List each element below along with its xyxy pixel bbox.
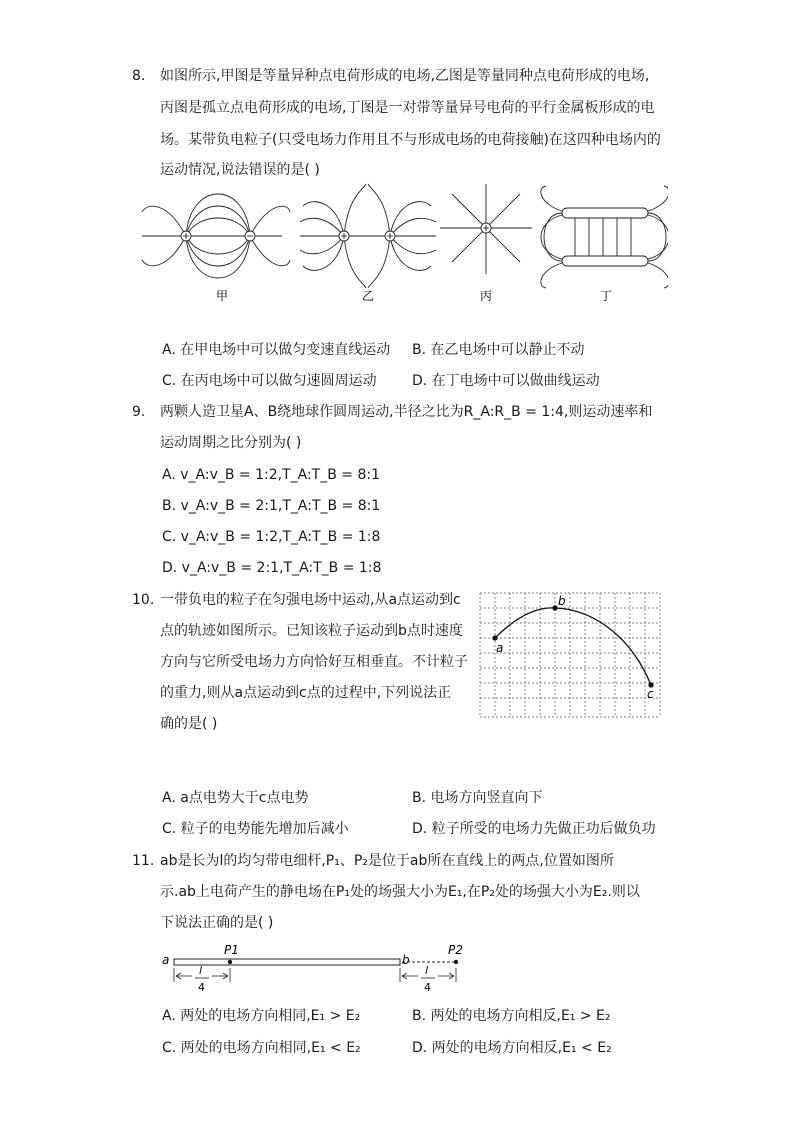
question-number: 9. bbox=[132, 404, 146, 420]
figure-jia bbox=[142, 194, 290, 278]
figure-label: 甲 bbox=[216, 289, 229, 303]
svg-text:b: b bbox=[558, 594, 566, 608]
figure-label: 丙 bbox=[480, 289, 493, 303]
option-a[interactable]: A. 在甲电场中可以做匀变速直线运动 bbox=[162, 342, 391, 358]
option-d[interactable]: D. v_A:v_B = 2:1,T_A:T_B = 1:8 bbox=[162, 560, 382, 576]
figure-label: 丁 bbox=[600, 289, 613, 303]
question-text-line: 一带负电的粒子在匀强电场中运动,从a点运动到c bbox=[160, 592, 461, 608]
question-text-line: 下说法正确的是( ) bbox=[160, 915, 274, 931]
option-d[interactable]: D. 两处的电场方向相反,E₁ < E₂ bbox=[412, 1040, 612, 1056]
svg-text:b: b bbox=[402, 953, 410, 967]
option-a[interactable]: A. a点电势大于c点电势 bbox=[162, 790, 309, 806]
point-p2 bbox=[454, 960, 458, 964]
question-text-line: 方向与它所受电场力方向恰好互相垂直。不计粒子 bbox=[160, 654, 468, 670]
question-text-line: 丙图是孤立点电荷形成的电场,丁图是一对带等量异号电荷的平行金属板形成的电 bbox=[160, 100, 655, 116]
question-text-line: 示.ab上电荷产生的静电场在P₁处的场强大小为E₁,在P₂处的场强大小为E₂.则以 bbox=[160, 884, 640, 900]
svg-text:a: a bbox=[496, 641, 504, 655]
svg-text:l: l bbox=[425, 964, 429, 977]
option-b[interactable]: B. 电场方向竖直向下 bbox=[412, 790, 543, 806]
question-text-line: 的重力,则从a点运动到c点的过程中,下列说法正 bbox=[160, 685, 452, 701]
question-number: 8. bbox=[132, 68, 146, 84]
option-d[interactable]: D. 粒子所受的电场力先做正功后做负功 bbox=[412, 821, 656, 837]
figure-ding bbox=[541, 186, 668, 288]
trajectory-figure bbox=[479, 592, 661, 718]
point-p1 bbox=[228, 960, 232, 964]
question-text-line: ab是长为l的均匀带电细杆,P₁、P₂是位于ab所在直线上的两点,位置如图所 bbox=[160, 853, 614, 869]
option-b[interactable]: B. v_A:v_B = 2:1,T_A:T_B = 8:1 bbox=[162, 498, 381, 514]
svg-text:c: c bbox=[647, 687, 654, 701]
field-line-figures bbox=[138, 182, 668, 307]
option-b[interactable]: B. 两处的电场方向相反,E₁ > E₂ bbox=[412, 1008, 611, 1024]
question-number: 11. bbox=[132, 853, 155, 869]
rod-figure bbox=[160, 940, 470, 998]
option-a[interactable]: A. v_A:v_B = 1:2,T_A:T_B = 8:1 bbox=[162, 467, 380, 483]
figure-yi bbox=[300, 184, 436, 288]
question-text-line: 如图所示,甲图是等量异种点电荷形成的电场,乙图是等量同种点电荷形成的电场, bbox=[160, 68, 650, 84]
point-b bbox=[552, 605, 557, 610]
option-d[interactable]: D. 在丁电场中可以做曲线运动 bbox=[412, 373, 600, 389]
svg-text:l: l bbox=[199, 964, 203, 977]
question-text-line: 确的是( ) bbox=[160, 716, 218, 732]
option-c[interactable]: C. v_A:v_B = 1:2,T_A:T_B = 1:8 bbox=[162, 529, 381, 545]
point-a bbox=[492, 635, 497, 640]
option-c[interactable]: C. 两处的电场方向相同,E₁ < E₂ bbox=[162, 1040, 361, 1056]
svg-text:P1: P1 bbox=[224, 943, 239, 957]
option-a[interactable]: A. 两处的电场方向相同,E₁ > E₂ bbox=[162, 1008, 361, 1024]
question-text-line: 运动周期之比分别为( ) bbox=[160, 435, 302, 451]
figure-bing bbox=[440, 184, 532, 274]
svg-text:4: 4 bbox=[424, 981, 431, 994]
svg-text:4: 4 bbox=[198, 981, 205, 994]
question-text-line: 运动情况,说法错误的是( ) bbox=[160, 162, 320, 178]
question-number: 10. bbox=[132, 592, 155, 608]
trajectory-curve bbox=[495, 608, 651, 685]
option-c[interactable]: C. 在丙电场中可以做匀速圆周运动 bbox=[162, 373, 377, 389]
question-text-line: 两颗人造卫星A、B绕地球作圆周运动,半径之比为R_A:R_B = 1:4,则运动速率和 bbox=[160, 404, 653, 420]
option-b[interactable]: B. 在乙电场中可以静止不动 bbox=[412, 342, 585, 358]
option-c[interactable]: C. 粒子的电势能先增加后减小 bbox=[162, 821, 349, 837]
question-text-line: 场。某带负电粒子(只受电场力作用且不与形成电场的电荷接触)在这四种电场内的 bbox=[160, 132, 661, 148]
figure-label: 乙 bbox=[362, 289, 375, 303]
svg-text:P2: P2 bbox=[448, 943, 463, 957]
svg-text:a: a bbox=[162, 953, 170, 967]
question-text-line: 点的轨迹如图所示。已知该粒子运动到b点时速度 bbox=[160, 623, 463, 639]
